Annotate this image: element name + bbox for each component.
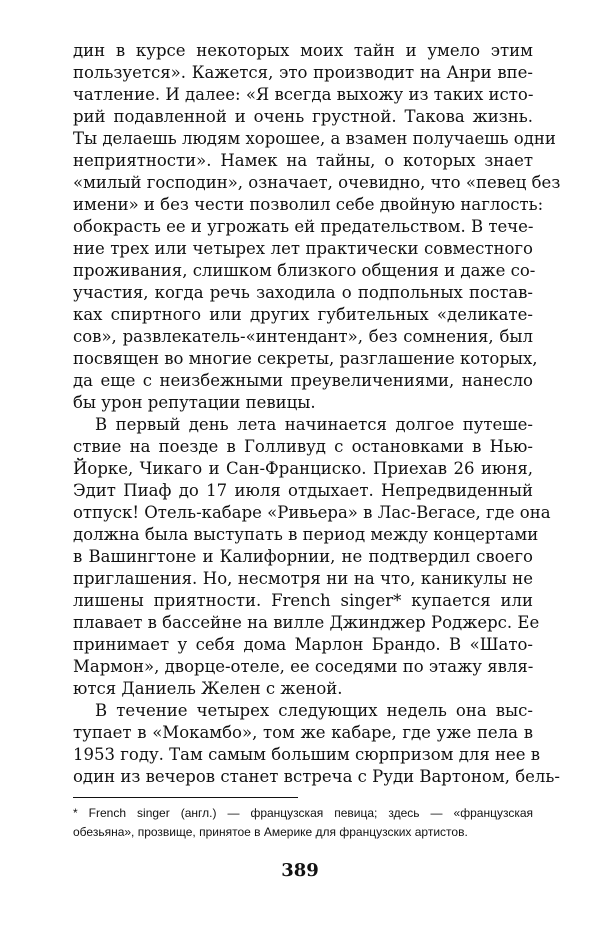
footnote — [73, 804, 533, 842]
page-number: 389 — [281, 860, 319, 881]
text-line: принимает у себя дома Марлон Брандо. В «Шато- — [73, 635, 533, 654]
text-line: один из вечеров станет встреча с Руди Вартоном, бель- — [73, 767, 560, 786]
text-line: Ты делаешь людям хорошее, а взамен получаешь одни — [73, 129, 556, 148]
text-line: плавает в бассейне на вилле Джинджер Роджерс. Ее — [73, 613, 540, 632]
text-line: в Вашингтоне и Калифорнии, не подтвердил своего — [73, 547, 533, 566]
paragraph-start-line: В течение четырех следующих недель она выс- — [95, 701, 533, 720]
body-text — [73, 40, 561, 788]
text-line: обокрасть ее и угрожать ей предательством. В тече- — [73, 217, 534, 236]
text-line: Йорке, Чикаго и Сан-Франциско. Приехав 26 июня, — [73, 459, 533, 478]
text-line: приглашения. Но, несмотря ни на что, каникулы не — [73, 569, 533, 588]
text-line: Эдит Пиаф до 17 июля отдыхает. Непредвиденный — [73, 481, 533, 500]
text-line: Мармон», дворце-отеле, ее соседями по этажу явля- — [73, 657, 534, 676]
text-line: лишены приятности. French singer* купается или — [73, 591, 533, 610]
text-line: да еще с неизбежными преувеличениями, нанесло — [73, 371, 533, 390]
text-line: чатление. И далее: «Я всегда выхожу из таких исто- — [73, 85, 534, 104]
text-line: рий подавленной и очень грустной. Такова жизнь. — [73, 107, 533, 126]
text-line: должна была выступать в период между концертами — [73, 525, 539, 544]
text-line: тупает в «Мокамбо», том же кабаре, где уже пела в — [73, 723, 533, 742]
text-line: участия, когда речь заходила о подпольных постав- — [73, 283, 533, 302]
text-line: посвящен во многие секреты, разглашение которых, — [73, 349, 538, 368]
text-line: 1953 году. Там самым большим сюрпризом для нее в — [73, 745, 541, 764]
text-line: сов», развлекатель-«интендант», без сомнения, был — [73, 327, 533, 346]
text-line: «милый господин», означает, очевидно, что «певец без — [73, 173, 561, 192]
text-line: проживания, слишком близкого общения и даже со- — [73, 261, 536, 280]
text-line: пользуется». Кажется, это производит на Анри впе- — [73, 63, 533, 82]
text-line: ствие на поезде в Голливуд с остановками в Нью- — [73, 437, 533, 456]
text-line: ются Даниель Желен с женой. — [73, 679, 343, 698]
text-line: ках спиртного или других губительных «деликате- — [73, 305, 533, 324]
footnote-line: обезьяна», прозвище, принятое в Америке для французских артистов. — [73, 825, 468, 839]
footnote-line: * French singer (англ.) — французская певица; здесь — «французская — [73, 806, 533, 820]
text-line: имени» и без чести позволил себе двойную наглость: — [73, 195, 544, 214]
text-line: отпуск! Отель-кабаре «Ривьера» в Лас-Вегасе, где она — [73, 503, 551, 522]
text-line: бы урон репутации певицы. — [73, 393, 316, 412]
paragraph-start-line: В первый день лета начинается долгое путеше- — [95, 415, 533, 434]
text-line: дин в курсе некоторых моих тайн и умело этим — [73, 41, 533, 60]
text-line: неприятности». Намек на тайны, о которых знает — [73, 151, 533, 170]
text-line: ние трех или четырех лет практически совместного — [73, 239, 533, 258]
footnote-divider — [73, 797, 298, 798]
